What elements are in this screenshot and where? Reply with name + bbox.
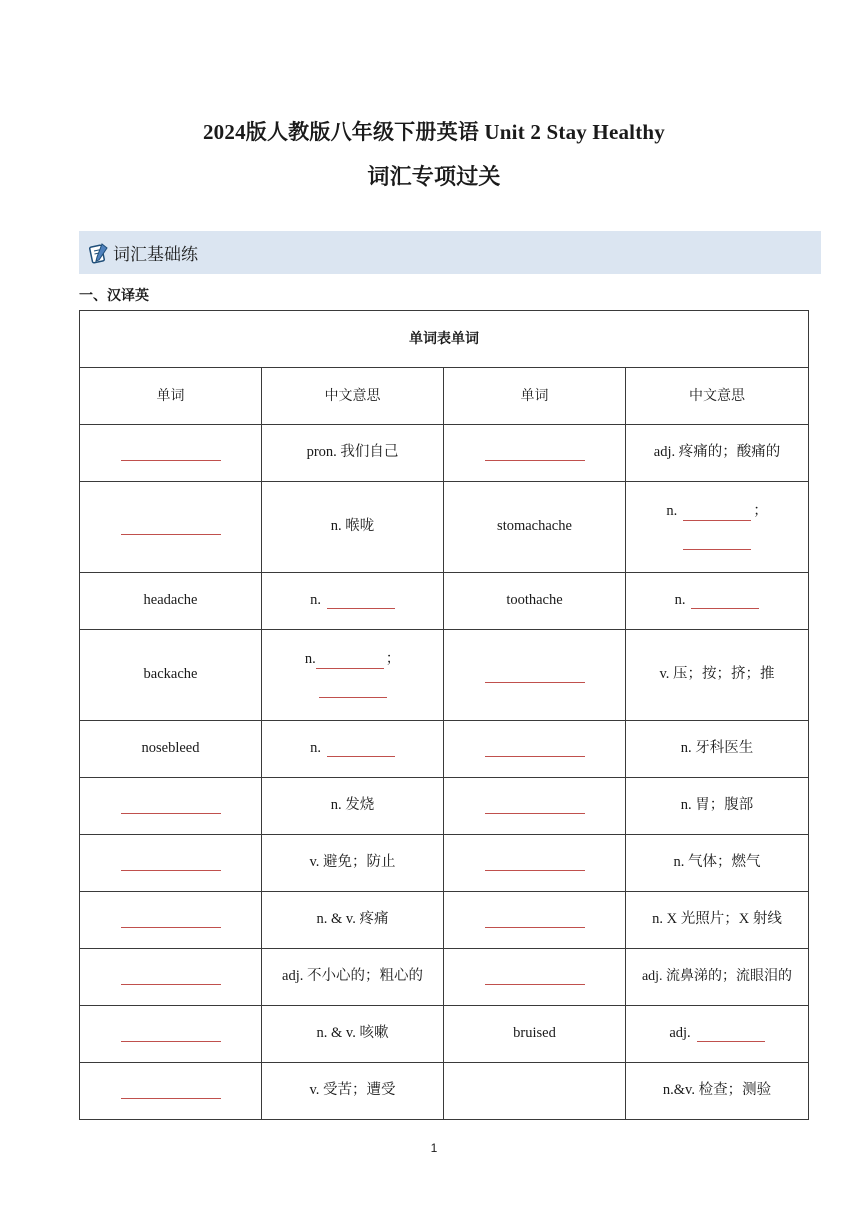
answer-blank[interactable] [485, 666, 585, 683]
answer-blank[interactable] [485, 797, 585, 814]
pos-label: adj. [669, 1025, 691, 1042]
word-cell: backache [80, 630, 262, 721]
separator: ； [753, 503, 768, 520]
word-cell [80, 1063, 262, 1120]
pos-label: n. [310, 740, 321, 757]
table-row [80, 630, 809, 721]
vocabulary-table [79, 310, 809, 1120]
answer-blank[interactable] [485, 968, 585, 985]
word-cell: toothache [444, 573, 626, 630]
word-cell [80, 892, 262, 949]
word-cell [80, 482, 262, 573]
pencil-notebook-icon [89, 241, 109, 265]
word-cell: nosebleed [80, 721, 262, 778]
section-heading: 一、汉译英 [79, 288, 149, 304]
meaning-cell: n. & v. 疼痛 [262, 892, 444, 949]
meaning-cell: n. X 光照片；X 射线 [626, 892, 809, 949]
table-row [80, 482, 809, 573]
table-row [80, 573, 809, 630]
meaning-cell: n. 胃；腹部 [626, 778, 809, 835]
answer-blank[interactable] [121, 968, 221, 985]
meaning-cell [262, 573, 444, 630]
separator: ； [385, 651, 401, 668]
meaning-cell: v. 压；按；挤；推 [626, 630, 809, 721]
word-cell [444, 630, 626, 721]
answer-blank[interactable] [121, 518, 221, 535]
meaning-cell: n. & v. 咳嗽 [262, 1006, 444, 1063]
header-word-2: 单词 [444, 368, 626, 425]
meaning-cell [626, 573, 809, 630]
table-row [80, 425, 809, 482]
meaning-cell: n.&v. 检查；测验 [626, 1063, 809, 1120]
header-meaning-2: 中文意思 [626, 368, 809, 425]
answer-blank[interactable] [691, 592, 759, 609]
word-cell: headache [80, 573, 262, 630]
answer-blank[interactable] [485, 444, 585, 461]
answer-blank[interactable] [121, 911, 221, 928]
answer-blank[interactable] [485, 854, 585, 871]
meaning-cell [626, 1006, 809, 1063]
word-cell [80, 778, 262, 835]
answer-blank[interactable] [683, 533, 751, 550]
document-title: 2024版人教版八年级下册英语 Unit 2 Stay Healthy [202, 120, 665, 144]
table-row [80, 1063, 809, 1120]
word-cell: stomachache [444, 482, 626, 573]
answer-blank[interactable] [327, 740, 395, 757]
meaning-cell [262, 630, 444, 721]
header-word-1: 单词 [80, 368, 262, 425]
word-cell [80, 835, 262, 892]
table-row [80, 835, 809, 892]
table-row [80, 721, 809, 778]
word-cell [444, 778, 626, 835]
word-cell [444, 1063, 626, 1120]
section-banner [79, 231, 821, 274]
meaning-cell: n. 喉咙 [262, 482, 444, 573]
meaning-cell: pron. 我们自己 [262, 425, 444, 482]
meaning-cell: adj. 不小心的；粗心的 [262, 949, 444, 1006]
word-cell [80, 1006, 262, 1063]
word-cell [80, 425, 262, 482]
table-caption: 单词表单词 [80, 311, 809, 368]
word-cell [444, 835, 626, 892]
answer-blank[interactable] [121, 797, 221, 814]
word-cell [80, 949, 262, 1006]
meaning-cell: n. 牙科医生 [626, 721, 809, 778]
meaning-cell: v. 避免；防止 [262, 835, 444, 892]
answer-blank[interactable] [121, 854, 221, 871]
table-header-row [80, 368, 809, 425]
table-row [80, 778, 809, 835]
answer-blank[interactable] [485, 911, 585, 928]
meaning-cell [262, 721, 444, 778]
table-row [80, 892, 809, 949]
meaning-cell: adj. 流鼻涕的；流眼泪的 [626, 949, 809, 1006]
answer-blank[interactable] [683, 504, 751, 521]
answer-blank[interactable] [121, 1025, 221, 1042]
answer-blank[interactable] [316, 652, 384, 669]
pos-label: n. [674, 592, 686, 609]
answer-blank[interactable] [485, 740, 585, 757]
word-cell: bruised [444, 1006, 626, 1063]
table-row [80, 949, 809, 1006]
meaning-cell [626, 482, 809, 573]
banner-label: 词汇基础练 [113, 245, 198, 265]
meaning-cell: n. 气体；燃气 [626, 835, 809, 892]
answer-blank[interactable] [697, 1025, 765, 1042]
meaning-cell: v. 受苦；遭受 [262, 1063, 444, 1120]
word-cell [444, 949, 626, 1006]
word-cell [444, 425, 626, 482]
meaning-cell: adj. 疼痛的；酸痛的 [626, 425, 809, 482]
pos-label: n. [666, 503, 678, 520]
answer-blank[interactable] [327, 592, 395, 609]
answer-blank[interactable] [121, 1082, 221, 1099]
word-cell [444, 892, 626, 949]
word-cell [444, 721, 626, 778]
answer-blank[interactable] [121, 444, 221, 461]
page-number: 1 [430, 1141, 438, 1155]
table-row [80, 1006, 809, 1063]
answer-blank[interactable] [319, 681, 387, 698]
meaning-cell: n. 发烧 [262, 778, 444, 835]
header-meaning-1: 中文意思 [262, 368, 444, 425]
pos-label: n. [310, 592, 321, 609]
pos-label: n. [304, 651, 316, 668]
document-subtitle: 词汇专项过关 [367, 164, 501, 189]
